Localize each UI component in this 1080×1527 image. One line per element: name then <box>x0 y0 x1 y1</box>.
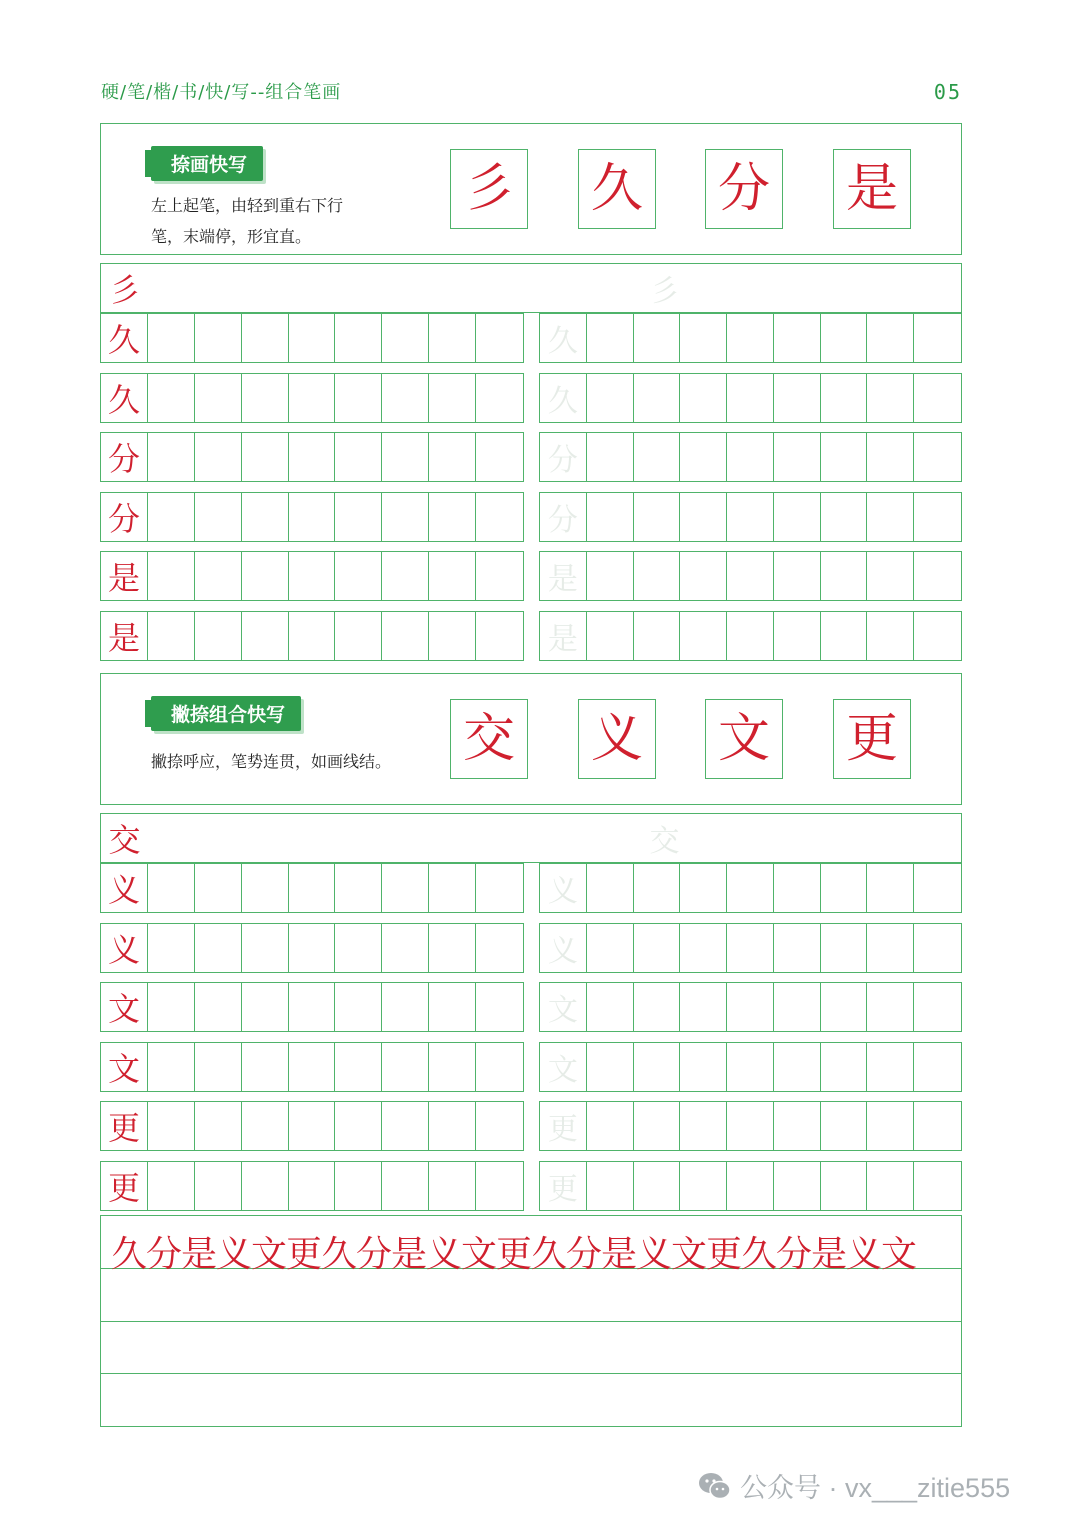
section-2-tag: 撇捺组合快写 <box>151 696 301 731</box>
writing-cell[interactable] <box>774 1162 821 1210</box>
row-lead-char: 义 <box>107 871 140 909</box>
practice-row-left <box>100 611 524 661</box>
writing-cell[interactable] <box>242 552 289 600</box>
writing-cell[interactable] <box>195 864 242 912</box>
writing-cell[interactable] <box>429 314 476 362</box>
practice-row-left <box>100 373 524 423</box>
writing-cell[interactable] <box>289 314 336 362</box>
model-char: 义 <box>578 699 656 779</box>
writing-cell[interactable] <box>680 1102 727 1150</box>
writing-cell[interactable] <box>634 924 681 972</box>
trace-cell[interactable] <box>540 864 587 912</box>
writing-cell[interactable] <box>821 374 868 422</box>
writing-cell[interactable] <box>727 864 774 912</box>
writing-cell[interactable] <box>821 983 868 1031</box>
section-1-tag: 捺画快写 <box>151 146 263 181</box>
writing-cell[interactable] <box>774 612 821 660</box>
writing-cell[interactable] <box>382 612 429 660</box>
writing-cell[interactable] <box>774 1043 821 1091</box>
practice-row-right <box>539 432 962 482</box>
section-2-desc <box>151 746 391 777</box>
writing-cell[interactable] <box>195 433 242 481</box>
writing-cell[interactable] <box>242 864 289 912</box>
writing-cell[interactable] <box>476 1102 523 1150</box>
writing-cell[interactable] <box>821 1102 868 1150</box>
row-lead-char: 分 <box>107 499 140 538</box>
writing-cell[interactable] <box>382 374 429 422</box>
writing-cell[interactable] <box>867 924 914 972</box>
lead-cell <box>101 864 148 912</box>
writing-cell[interactable] <box>914 552 961 600</box>
writing-cell[interactable] <box>867 1043 914 1091</box>
writing-cell[interactable] <box>587 1162 634 1210</box>
writing-cell[interactable] <box>476 374 523 422</box>
writing-cell[interactable] <box>335 314 382 362</box>
writing-cell[interactable] <box>680 1043 727 1091</box>
row-lead-char: 交 <box>108 821 141 859</box>
row-lead-char: 久 <box>107 380 140 419</box>
writing-cell[interactable] <box>867 314 914 362</box>
page-number: 05 <box>933 80 962 104</box>
writing-cell[interactable] <box>195 1162 242 1210</box>
row-lead-char: 义 <box>107 930 140 969</box>
writing-cell[interactable] <box>914 374 961 422</box>
lead-cell <box>101 314 148 362</box>
writing-cell[interactable] <box>382 552 429 600</box>
writing-cell[interactable] <box>634 493 681 541</box>
grid-header-row <box>100 263 962 313</box>
writing-cell[interactable] <box>148 612 195 660</box>
writing-cell[interactable] <box>148 864 195 912</box>
writing-cell[interactable] <box>680 314 727 362</box>
writing-cell[interactable] <box>587 552 634 600</box>
writing-cell[interactable] <box>242 433 289 481</box>
lead-cell <box>101 612 148 660</box>
writing-cell[interactable] <box>335 374 382 422</box>
writing-cell[interactable] <box>335 552 382 600</box>
writing-cell[interactable] <box>195 924 242 972</box>
writing-cell[interactable] <box>148 1102 195 1150</box>
writing-cell[interactable] <box>335 1043 382 1091</box>
practice-row-right <box>539 863 962 913</box>
row-lead-char: 更 <box>107 1168 140 1207</box>
practice-row-left <box>100 1161 524 1211</box>
section-2-intro <box>100 673 962 805</box>
writing-cell[interactable] <box>587 924 634 972</box>
trace-cell[interactable] <box>540 552 587 600</box>
writing-cell[interactable] <box>335 1162 382 1210</box>
writing-cell[interactable] <box>429 983 476 1031</box>
trace-char: 文 <box>547 993 578 1028</box>
writing-cell[interactable] <box>382 314 429 362</box>
section-1-desc-line: 笔，末端停，形宜直。 <box>151 227 312 246</box>
lead-cell <box>101 924 148 972</box>
writing-cell[interactable] <box>680 924 727 972</box>
writing-cell[interactable] <box>195 983 242 1031</box>
writing-cell[interactable] <box>867 1102 914 1150</box>
writing-cell[interactable] <box>382 1162 429 1210</box>
wechat-icon <box>698 1471 732 1501</box>
writing-cell[interactable] <box>680 552 727 600</box>
lead-cell <box>101 493 148 541</box>
writing-cell[interactable] <box>195 314 242 362</box>
writing-cell[interactable] <box>634 1102 681 1150</box>
model-char: 文 <box>705 699 783 779</box>
model-char: 久 <box>578 149 656 229</box>
writing-cell[interactable] <box>242 493 289 541</box>
writing-cell[interactable] <box>289 1043 336 1091</box>
writing-cell[interactable] <box>382 1102 429 1150</box>
writing-cell[interactable] <box>634 314 681 362</box>
practice-row-left <box>100 432 524 482</box>
writing-cell[interactable] <box>148 314 195 362</box>
writing-cell[interactable] <box>148 433 195 481</box>
writing-cell[interactable] <box>914 864 961 912</box>
row-lead-char: 久 <box>107 321 140 359</box>
writing-cell[interactable] <box>587 983 634 1031</box>
writing-cell[interactable] <box>634 552 681 600</box>
writing-cell[interactable] <box>774 493 821 541</box>
writing-cell[interactable] <box>914 924 961 972</box>
writing-cell[interactable] <box>289 1162 336 1210</box>
practice-row-left <box>100 1042 524 1092</box>
writing-cell[interactable] <box>680 433 727 481</box>
lead-cell <box>101 552 148 600</box>
writing-cell[interactable] <box>242 924 289 972</box>
writing-cell[interactable] <box>148 983 195 1031</box>
trace-char: 文 <box>547 1052 578 1088</box>
writing-cell[interactable] <box>727 314 774 362</box>
writing-cell[interactable] <box>821 552 868 600</box>
trace-cell[interactable] <box>540 374 587 422</box>
writing-cell[interactable] <box>774 374 821 422</box>
writing-cell[interactable] <box>914 433 961 481</box>
practice-row-left <box>100 863 524 913</box>
writing-cell[interactable] <box>242 1102 289 1150</box>
lead-cell <box>101 1162 148 1210</box>
writing-cell[interactable] <box>242 983 289 1031</box>
trace-char: 久 <box>547 324 578 359</box>
trace-char: 是 <box>547 621 578 657</box>
trace-cell[interactable] <box>540 612 587 660</box>
writing-cell[interactable] <box>148 374 195 422</box>
writing-cell[interactable] <box>727 433 774 481</box>
row-lead-char: 是 <box>107 618 140 657</box>
writing-cell[interactable] <box>727 924 774 972</box>
writing-cell[interactable] <box>195 374 242 422</box>
writing-cell[interactable] <box>429 552 476 600</box>
writing-cell[interactable] <box>148 493 195 541</box>
writing-cell[interactable] <box>289 552 336 600</box>
writing-cell[interactable] <box>821 924 868 972</box>
writing-cell[interactable] <box>195 1043 242 1091</box>
practice-row-left <box>100 1101 524 1151</box>
writing-cell[interactable] <box>335 433 382 481</box>
writing-cell[interactable] <box>867 493 914 541</box>
section-1-desc-line: 左上起笔，由轻到重右下行 <box>151 196 344 215</box>
writing-cell[interactable] <box>634 612 681 660</box>
writing-cell[interactable] <box>195 552 242 600</box>
trace-cell[interactable] <box>540 1162 587 1210</box>
trace-char: 义 <box>547 933 578 969</box>
writing-cell[interactable] <box>634 1162 681 1210</box>
row-lead-char: 更 <box>107 1109 140 1147</box>
writing-cell[interactable] <box>774 924 821 972</box>
writing-cell[interactable] <box>335 1102 382 1150</box>
writing-cell[interactable] <box>429 493 476 541</box>
writing-cell[interactable] <box>680 983 727 1031</box>
writing-cell[interactable] <box>429 612 476 660</box>
writing-cell[interactable] <box>587 864 634 912</box>
writing-cell[interactable] <box>587 1102 634 1150</box>
section-1-desc <box>151 190 343 252</box>
writing-cell[interactable] <box>382 1043 429 1091</box>
writing-cell[interactable] <box>289 864 336 912</box>
writing-cell[interactable] <box>821 493 868 541</box>
writing-cell[interactable] <box>727 1102 774 1150</box>
trace-cell[interactable] <box>540 924 587 972</box>
trace-cell[interactable] <box>540 493 587 541</box>
practice-block <box>100 1215 962 1427</box>
writing-cell[interactable] <box>867 612 914 660</box>
writing-cell[interactable] <box>289 612 336 660</box>
writing-cell[interactable] <box>429 924 476 972</box>
writing-cell[interactable] <box>476 493 523 541</box>
row-lead-char: 彡 <box>108 271 141 309</box>
writing-cell[interactable] <box>867 552 914 600</box>
writing-cell[interactable] <box>382 983 429 1031</box>
lead-cell <box>101 374 148 422</box>
practice-row-right <box>539 1101 962 1151</box>
practice-row-right <box>539 923 962 973</box>
model-char: 彡 <box>450 149 528 229</box>
writing-cell[interactable] <box>774 433 821 481</box>
writing-cell[interactable] <box>821 1162 868 1210</box>
row-lead-char: 文 <box>107 1049 140 1088</box>
writing-cell[interactable] <box>867 983 914 1031</box>
writing-cell[interactable] <box>195 493 242 541</box>
trace-char: 分 <box>547 502 578 538</box>
model-char: 更 <box>833 699 911 779</box>
lead-cell <box>101 983 148 1031</box>
writing-cell[interactable] <box>148 552 195 600</box>
practice-row-left <box>100 923 524 973</box>
writing-cell[interactable] <box>148 924 195 972</box>
section-2-desc-line: 撇捺呼应，笔势连贯，如画线结。 <box>151 752 392 771</box>
writing-cell[interactable] <box>195 1102 242 1150</box>
model-char: 分 <box>705 149 783 229</box>
trace-char: 更 <box>547 1112 578 1147</box>
writing-cell[interactable] <box>195 612 242 660</box>
writing-cell[interactable] <box>429 864 476 912</box>
writing-cell[interactable] <box>727 552 774 600</box>
writing-cell[interactable] <box>821 1043 868 1091</box>
practice-row-left <box>100 982 524 1032</box>
practice-row-left <box>100 313 524 363</box>
practice-row-right <box>539 611 962 661</box>
writing-cell[interactable] <box>476 864 523 912</box>
practice-text: 久分是义文更久分是义文更久分是义文更久分是义文 <box>111 1234 917 1275</box>
writing-cell[interactable] <box>148 1162 195 1210</box>
writing-cell[interactable] <box>476 612 523 660</box>
practice-row-left <box>100 492 524 542</box>
writing-cell[interactable] <box>429 1162 476 1210</box>
lead-cell <box>101 1043 148 1091</box>
writing-cell[interactable] <box>476 433 523 481</box>
writing-cell[interactable] <box>634 1043 681 1091</box>
practice-divider <box>101 1321 961 1322</box>
writing-cell[interactable] <box>382 493 429 541</box>
header-title: 硬/笔/楷/书/快/写--组合笔画 <box>101 82 342 103</box>
practice-row-right <box>539 1042 962 1092</box>
writing-cell[interactable] <box>821 612 868 660</box>
writing-cell[interactable] <box>289 493 336 541</box>
writing-cell[interactable] <box>429 1043 476 1091</box>
writing-cell[interactable] <box>587 433 634 481</box>
writing-cell[interactable] <box>242 1043 289 1091</box>
writing-cell[interactable] <box>289 983 336 1031</box>
writing-cell[interactable] <box>914 1043 961 1091</box>
writing-cell[interactable] <box>587 493 634 541</box>
practice-row-left <box>100 551 524 601</box>
writing-cell[interactable] <box>680 374 727 422</box>
writing-cell[interactable] <box>476 1043 523 1091</box>
writing-cell[interactable] <box>242 314 289 362</box>
writing-cell[interactable] <box>680 612 727 660</box>
writing-cell[interactable] <box>335 864 382 912</box>
section-1-intro <box>100 123 962 255</box>
writing-cell[interactable] <box>476 983 523 1031</box>
writing-cell[interactable] <box>914 493 961 541</box>
writing-cell[interactable] <box>587 612 634 660</box>
writing-cell[interactable] <box>242 1162 289 1210</box>
writing-cell[interactable] <box>242 374 289 422</box>
writing-cell[interactable] <box>429 374 476 422</box>
writing-cell[interactable] <box>382 433 429 481</box>
writing-cell[interactable] <box>289 374 336 422</box>
writing-cell[interactable] <box>634 864 681 912</box>
row-lead-char: 是 <box>107 559 140 597</box>
writing-cell[interactable] <box>476 1162 523 1210</box>
writing-cell[interactable] <box>727 493 774 541</box>
row-lead-char: 分 <box>107 440 140 478</box>
grid-header-row <box>100 813 962 863</box>
trace-char: 是 <box>547 562 578 597</box>
writing-cell[interactable] <box>774 983 821 1031</box>
writing-cell[interactable] <box>634 433 681 481</box>
writing-cell[interactable] <box>727 1043 774 1091</box>
writing-cell[interactable] <box>680 493 727 541</box>
writing-cell[interactable] <box>774 552 821 600</box>
row-lead-char: 文 <box>107 990 140 1028</box>
writing-cell[interactable] <box>867 1162 914 1210</box>
writing-cell[interactable] <box>429 433 476 481</box>
writing-cell[interactable] <box>727 983 774 1031</box>
trace-char: 更 <box>547 1171 578 1207</box>
writing-cell[interactable] <box>335 493 382 541</box>
trace-cell[interactable] <box>540 1102 587 1150</box>
writing-cell[interactable] <box>335 612 382 660</box>
practice-row-right <box>539 373 962 423</box>
trace-cell[interactable] <box>540 1043 587 1091</box>
writing-cell[interactable] <box>335 983 382 1031</box>
writing-cell[interactable] <box>914 1162 961 1210</box>
lead-cell <box>101 433 148 481</box>
writing-cell[interactable] <box>634 983 681 1031</box>
writing-cell[interactable] <box>821 864 868 912</box>
writing-cell[interactable] <box>914 1102 961 1150</box>
practice-row-right <box>539 492 962 542</box>
writing-cell[interactable] <box>587 314 634 362</box>
writing-cell[interactable] <box>727 1162 774 1210</box>
writing-cell[interactable] <box>634 374 681 422</box>
practice-divider <box>101 1373 961 1374</box>
writing-cell[interactable] <box>867 374 914 422</box>
writing-cell[interactable] <box>289 924 336 972</box>
practice-row-right <box>539 1161 962 1211</box>
practice-row-right <box>539 313 962 363</box>
watermark-text: 公众号 · vx___zitie555 <box>740 1473 1011 1503</box>
writing-cell[interactable] <box>774 314 821 362</box>
writing-cell[interactable] <box>382 924 429 972</box>
writing-cell[interactable] <box>727 612 774 660</box>
trace-cell[interactable] <box>540 983 587 1031</box>
writing-cell[interactable] <box>680 864 727 912</box>
writing-cell[interactable] <box>867 433 914 481</box>
writing-cell[interactable] <box>148 1043 195 1091</box>
writing-cell[interactable] <box>289 1102 336 1150</box>
watermark <box>698 1466 1010 1505</box>
trace-char: 分 <box>547 443 578 478</box>
trace-char: 久 <box>547 383 578 419</box>
writing-cell[interactable] <box>774 1102 821 1150</box>
trace-char: 彡 <box>649 274 680 309</box>
trace-cell[interactable] <box>540 433 587 481</box>
writing-cell[interactable] <box>335 924 382 972</box>
model-char: 是 <box>833 149 911 229</box>
trace-char: 交 <box>649 824 680 859</box>
trace-char: 义 <box>547 874 578 909</box>
writing-cell[interactable] <box>867 864 914 912</box>
writing-cell[interactable] <box>476 314 523 362</box>
writing-cell[interactable] <box>587 1043 634 1091</box>
model-char: 交 <box>450 699 528 779</box>
writing-cell[interactable] <box>587 374 634 422</box>
writing-cell[interactable] <box>476 924 523 972</box>
writing-cell[interactable] <box>429 1102 476 1150</box>
trace-cell[interactable] <box>540 314 587 362</box>
writing-cell[interactable] <box>289 433 336 481</box>
writing-cell[interactable] <box>476 552 523 600</box>
practice-row-right <box>539 551 962 601</box>
writing-cell[interactable] <box>914 612 961 660</box>
practice-row-right <box>539 982 962 1032</box>
writing-cell[interactable] <box>242 612 289 660</box>
lead-cell <box>101 1102 148 1150</box>
writing-cell[interactable] <box>914 314 961 362</box>
writing-cell[interactable] <box>382 864 429 912</box>
writing-cell[interactable] <box>727 374 774 422</box>
writing-cell[interactable] <box>821 433 868 481</box>
writing-cell[interactable] <box>774 864 821 912</box>
writing-cell[interactable] <box>914 983 961 1031</box>
writing-cell[interactable] <box>680 1162 727 1210</box>
writing-cell[interactable] <box>821 314 868 362</box>
